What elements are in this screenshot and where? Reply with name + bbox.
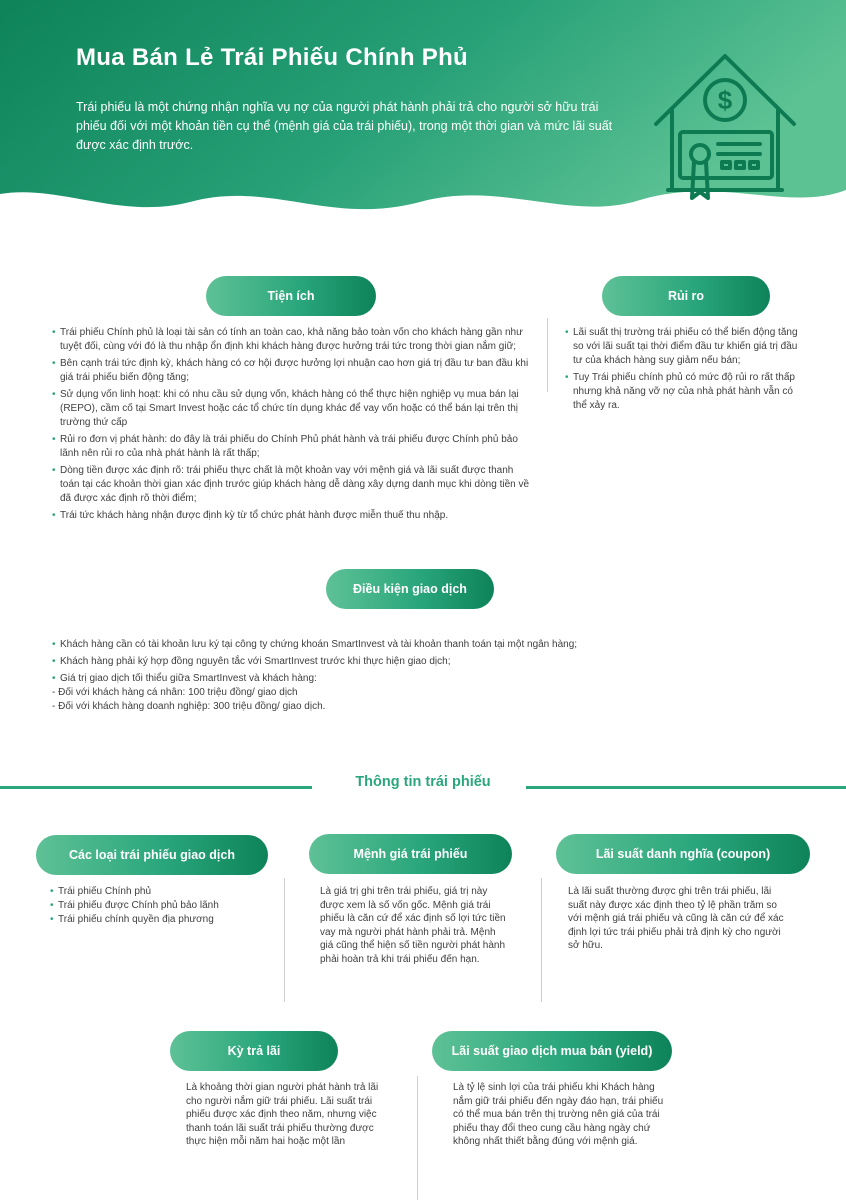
list-item: • Khách hàng cần có tài khoản lưu ký tại công ty chứng khoán SmartInvest và tài khoản thanh toán tại một ngân hàng; [52, 638, 772, 652]
page-title: Mua Bán Lẻ Trái Phiếu Chính Phủ [76, 44, 468, 71]
column-divider [417, 1076, 418, 1200]
sub-item: - Đối với khách hàng cá nhân: 100 triệu đồng/ giao dịch [52, 687, 298, 698]
list-item: • Trái phiếu Chính phủ [50, 885, 260, 899]
bond-types-list [50, 885, 260, 927]
list-item: • Lãi suất thị trường trái phiếu có thể biến động tăng so với lãi suất tại thời điểm đầu tư khiến giá trị đầu tư của khách hàng suy giảm nếu bán; [565, 326, 803, 368]
sub-item: - Đối với khách hàng doanh nghiệp: 300 triệu đồng/ giao dịch. [52, 701, 326, 712]
list-item: • Khách hàng phải ký hợp đồng nguyên tắc với SmartInvest trước khi thực hiện giao dịch; [52, 655, 772, 669]
list-item: • Rủi ro đơn vị phát hành: do đây là trái phiếu do Chính Phủ phát hành và trái phiếu được Chính phủ bảo lãnh nên rủi ro của nhà phát hành là rất thấp; [52, 433, 532, 461]
face-value-heading: Mệnh giá trái phiếu [309, 834, 512, 874]
risks-list [565, 326, 803, 416]
coupon-text: Là lãi suất thường được ghi trên trái phiếu, lãi suất này được xác định theo tỷ lệ phần trăm so với mệnh giá trái phiếu và cũng là căn cứ để xác định lợi tức trái phiếu phải trả định kỳ cho người sở hữu. [568, 886, 784, 951]
column-divider [284, 878, 285, 1002]
conditions-heading: Điều kiện giao dịch [326, 569, 494, 609]
list-item: • Trái tức khách hàng nhận được định kỳ từ tổ chức phát hành được miễn thuế thu nhập. [52, 509, 532, 523]
list-item [52, 672, 772, 714]
yield-text: Là tỷ lệ sinh lợi của trái phiếu khi Khách hàng nắm giữ trái phiếu đến ngày đáo hạn, trái phiếu có thể mua bán trên thị trường nên giá của trái phiếu thay đổi theo cung cầu hàng ngày chứ không nhất thiết bằng đúng với mệnh giá. [453, 1082, 664, 1147]
svg-text:$: $ [717, 85, 733, 115]
column-divider [547, 318, 548, 392]
list-item: • Trái phiếu Chính phủ là loại tài sản có tính an toàn cao, khả năng bảo toàn vốn cho khách hàng gần như tuyệt đối, cùng với đó là thu nhập ổn định khi khách hàng được hưởng trái tức trong thời gian nắm giữ; [52, 326, 532, 354]
list-item: • Trái phiếu chính quyền địa phương [50, 913, 260, 927]
section-rule-right [526, 786, 846, 789]
face-value-text: Là giá trị ghi trên trái phiếu, giá trị này được xem là số vốn gốc. Mệnh giá trái phiếu là căn cứ để xác định số lợi tức tiền vay mà người phát hành phải trả. Mệnh giá cũng thể hiện số tiền người phát hành phải hoàn trả khi trái phiếu đến hạn. [320, 886, 506, 965]
list-item: • Dòng tiền được xác định rõ: trái phiếu thực chất là một khoản vay với mệnh giá và lãi suất được thanh toán tại các khoản thời gian xác định trước giúp khách hàng dễ dàng xây dựng danh mục khi dòng tiền về đã được xác định rõ thời điểm; [52, 464, 532, 506]
list-item-text: Giá trị giao dịch tối thiểu giữa SmartInvest và khách hàng: [60, 673, 317, 684]
payment-period-heading: Kỳ trả lãi [170, 1031, 338, 1071]
bond-info-title: Thông tin trái phiếu [355, 774, 491, 790]
list-item: • Tuy Trái phiếu chính phủ có mức độ rủi ro rất thấp nhưng khả năng vỡ nợ của nhà phát hành vẫn có thể xảy ra. [565, 371, 803, 413]
column-divider [541, 878, 542, 1002]
list-item: • Sử dụng vốn linh hoạt: khi có nhu cầu sử dụng vốn, khách hàng có thể thực hiện nghiệp vụ mua bán lại (REPO), cầm cố tại Smart Invest hoặc các tổ chức tín dụng khác để vay vốn hoặc có thể bán lại trên thị trường thứ cấp [52, 388, 532, 430]
bond-types-heading: Các loại trái phiếu giao dịch [36, 835, 268, 875]
coupon-heading: Lãi suất danh nghĩa (coupon) [556, 834, 810, 874]
risks-heading: Rủi ro [602, 276, 770, 316]
section-rule-left [0, 786, 312, 789]
bond-certificate-icon [650, 52, 800, 200]
page-description: Trái phiếu là một chứng nhận nghĩa vụ nợ của người phát hành phải trả cho người sở hữu trái phiếu đối với một khoản tiền cụ thể (mệnh giá của trái phiếu), trong một thời gian và mức lãi suất được xác định trước. [76, 100, 613, 152]
payment-period-text: Là khoảng thời gian người phát hành trả lãi cho người nắm giữ trái phiếu. Lãi suất trái phiếu được xác định theo năm, nhưng việc thanh toán lãi suất trái phiếu thường được thực hiện mỗi năm hai hoặc một lần [186, 1082, 379, 1147]
benefits-list [52, 326, 532, 526]
benefits-heading: Tiện ích [206, 276, 376, 316]
conditions-list [52, 638, 772, 717]
list-item: • Bên cạnh trái tức định kỳ, khách hàng có cơ hội được hưởng lợi nhuận cao hơn giá trị đầu tư ban đầu khi giá trái phiếu biến động tăng; [52, 357, 532, 385]
list-item: • Trái phiếu được Chính phủ bảo lãnh [50, 899, 260, 913]
yield-heading: Lãi suất giao dịch mua bán (yield) [432, 1031, 672, 1071]
hero-banner [0, 0, 846, 230]
